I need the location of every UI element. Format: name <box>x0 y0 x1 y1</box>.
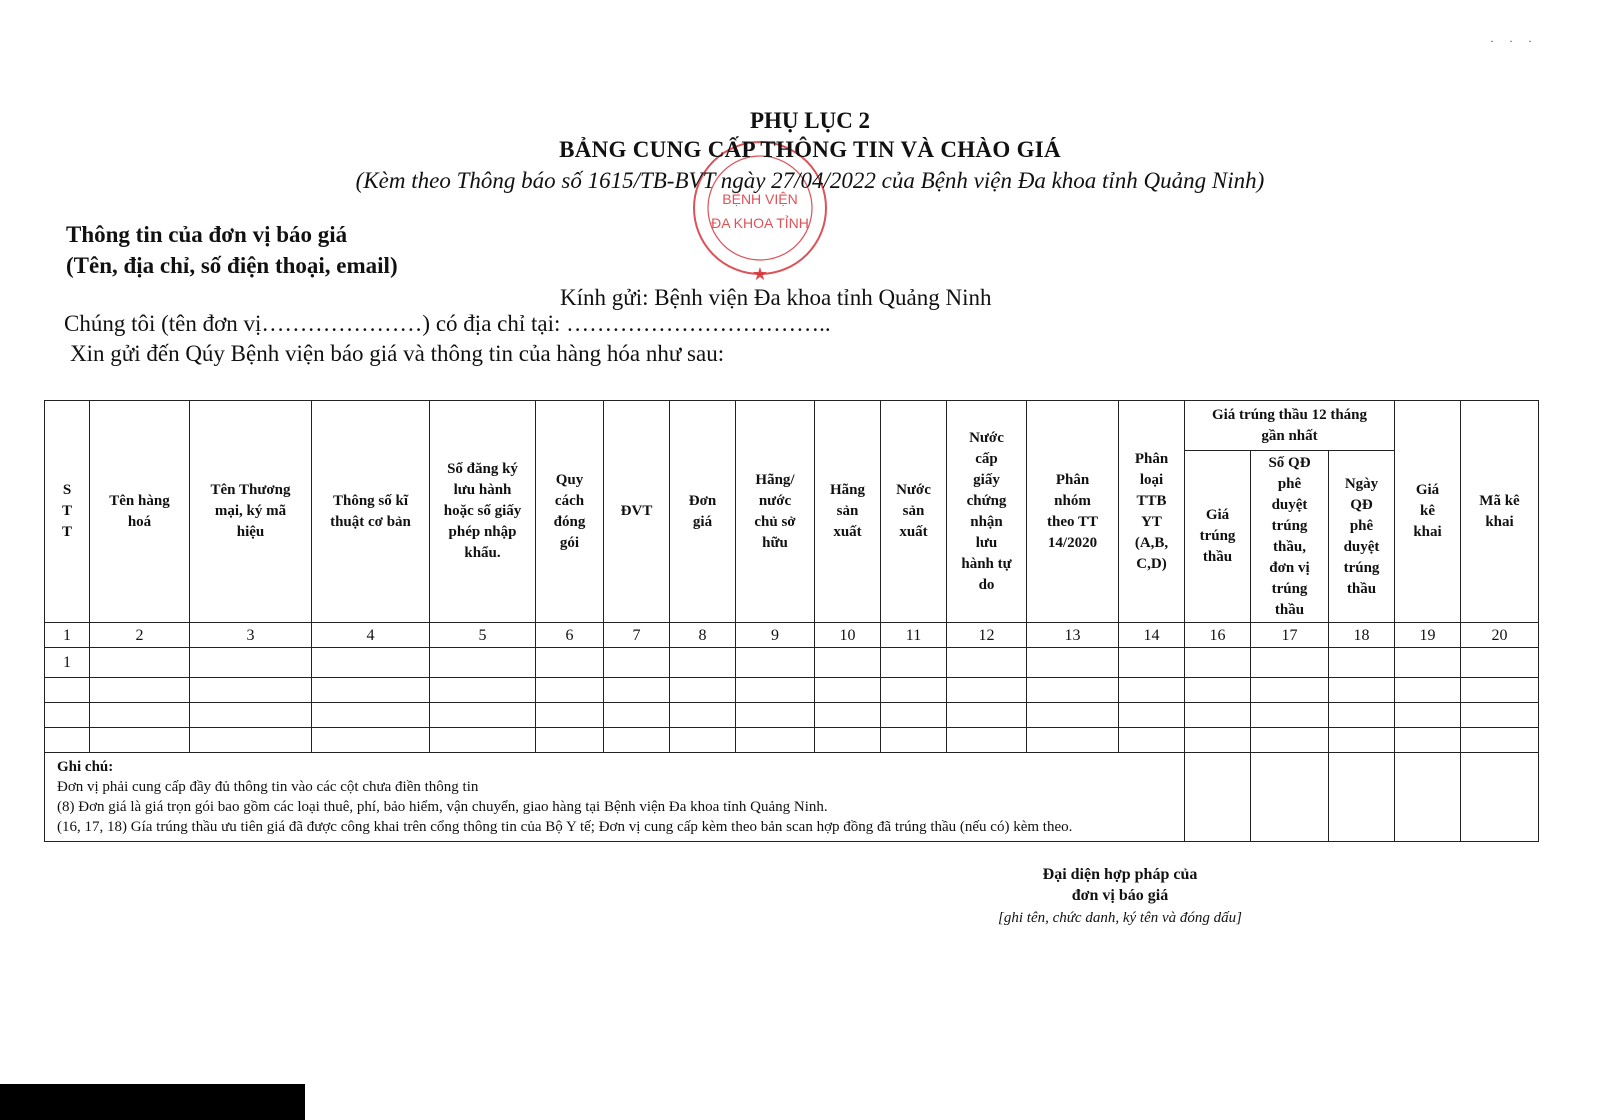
table-cell <box>1461 728 1539 753</box>
quotation-table <box>44 400 1539 842</box>
table-cell <box>1027 703 1119 728</box>
col-header: Giá kê khai <box>1395 401 1461 623</box>
table-cell <box>1461 753 1539 842</box>
col-header: Tên hàng hoá <box>90 401 190 623</box>
table-cell <box>190 648 312 678</box>
col-number: 9 <box>736 623 815 648</box>
table-cell <box>1461 678 1539 703</box>
table-cell <box>815 648 881 678</box>
table-cell <box>670 703 736 728</box>
table-row <box>45 648 1539 678</box>
column-number-row <box>45 623 1539 648</box>
table-cell <box>1185 753 1251 842</box>
col-number: 3 <box>190 623 312 648</box>
document-subtitle: (Kèm theo Thông báo số 1615/TB-BVT ngày 27/04/2022 của Bệnh viện Đa khoa tỉnh Quảng Ninh) <box>355 168 1265 193</box>
table-cell <box>1329 703 1395 728</box>
col-header: Mã kê khai <box>1461 401 1539 623</box>
table-header-row-1 <box>45 401 1539 451</box>
table-row <box>45 703 1539 728</box>
table-cell <box>1329 753 1395 842</box>
subcol-header: Số QĐ phê duyệt trúng thầu, đơn vị trúng thầu <box>1251 451 1329 623</box>
table-cell <box>670 678 736 703</box>
scan-edge-bar <box>0 1084 305 1120</box>
col-header: S T T <box>45 401 90 623</box>
col-number: 17 <box>1251 623 1329 648</box>
col-number: 1 <box>45 623 90 648</box>
sender-info-heading: Thông tin của đơn vị báo giá <box>66 222 348 247</box>
col-header: Quy cách đóng gói <box>536 401 604 623</box>
col-header: Đơn giá <box>670 401 736 623</box>
col-number: 19 <box>1395 623 1461 648</box>
stamp-line-1: BỆNH VIỆN <box>722 191 798 207</box>
table-cell <box>312 703 430 728</box>
table-cell <box>815 728 881 753</box>
col-number: 2 <box>90 623 190 648</box>
col-header: Phân loại TTB YT (A,B, C,D) <box>1119 401 1185 623</box>
table-cell <box>536 678 604 703</box>
table-cell <box>536 728 604 753</box>
note-line: (16, 17, 18) Gía trúng thầu ưu tiên giá đã được công khai trên cổng thông tin của Bộ Y tế; Đơn vị cung cấp kèm theo bản scan hợp đồng đã trúng thầu (nếu có) kèm theo. <box>57 819 1073 835</box>
subcol-header: Ngày QĐ phê duyệt trúng thầu <box>1329 451 1395 623</box>
row-stt <box>45 728 90 753</box>
table-cell <box>1185 648 1251 678</box>
table-cell <box>190 678 312 703</box>
signature-title-line-1: Đại diện hợp pháp của <box>1042 866 1198 883</box>
table-cell <box>1461 648 1539 678</box>
table-cell <box>1119 728 1185 753</box>
col-number: 14 <box>1119 623 1185 648</box>
table-cell <box>604 728 670 753</box>
signature-title-line-2: đơn vị báo giá <box>1071 887 1169 904</box>
col-number: 12 <box>947 623 1027 648</box>
subcol-header: Giá trúng thầu <box>1185 451 1251 623</box>
table-cell <box>736 648 815 678</box>
col-header: ĐVT <box>604 401 670 623</box>
stamp-star-icon: ★ <box>751 264 769 280</box>
table-cell <box>90 678 190 703</box>
table-cell <box>536 703 604 728</box>
table-row <box>45 678 1539 703</box>
table-cell <box>1251 753 1329 842</box>
col-number: 16 <box>1185 623 1251 648</box>
table-cell <box>90 728 190 753</box>
table-cell <box>604 678 670 703</box>
note-line: Đơn vị phải cung cấp đầy đủ thông tin vào các cột chưa điền thông tin <box>57 779 479 795</box>
table-cell <box>881 648 947 678</box>
intro-line-1: Chúng tôi (tên đơn vị…………………) có địa chỉ tại: …………………………….. <box>64 311 831 336</box>
table-cell <box>536 648 604 678</box>
table-cell <box>881 678 947 703</box>
table-cell <box>1027 648 1119 678</box>
table-cell <box>1027 728 1119 753</box>
col-number: 20 <box>1461 623 1539 648</box>
table-cell <box>1329 728 1395 753</box>
table-cell <box>815 703 881 728</box>
table-cell <box>670 648 736 678</box>
table-cell <box>1185 703 1251 728</box>
table-cell <box>670 728 736 753</box>
table-cell <box>1119 678 1185 703</box>
col-number: 6 <box>536 623 604 648</box>
table-cell <box>1119 648 1185 678</box>
table-cell <box>947 648 1027 678</box>
table-cell <box>1185 728 1251 753</box>
col-header: Hãng/ nước chủ sở hữu <box>736 401 815 623</box>
table-cell <box>1251 703 1329 728</box>
table-cell <box>1395 648 1461 678</box>
table-cell <box>947 728 1027 753</box>
table-cell <box>736 728 815 753</box>
col-number: 7 <box>604 623 670 648</box>
table-cell <box>190 703 312 728</box>
signature-instruction: [ghi tên, chức danh, ký tên và đóng dấu] <box>998 910 1242 926</box>
col-number: 5 <box>430 623 536 648</box>
table-cell <box>947 678 1027 703</box>
col-number: 11 <box>881 623 947 648</box>
col-header: Thông số kĩ thuật cơ bản <box>312 401 430 623</box>
row-stt <box>45 678 90 703</box>
col-header: Hãng sản xuất <box>815 401 881 623</box>
table-cell <box>90 648 190 678</box>
table-cell <box>1251 648 1329 678</box>
col-header: Phân nhóm theo TT 14/2020 <box>1027 401 1119 623</box>
table-cell <box>1119 703 1185 728</box>
table-cell <box>190 728 312 753</box>
row-stt: 1 <box>45 648 90 678</box>
table-cell <box>1185 678 1251 703</box>
table-cell <box>1329 648 1395 678</box>
sender-info-subheading: (Tên, địa chỉ, số điện thoại, email) <box>66 253 398 278</box>
document-title: PHỤ LỤC 2 <box>749 108 871 133</box>
table-cell <box>1395 728 1461 753</box>
table-cell <box>736 703 815 728</box>
stamp-line-2: ĐA KHOA TỈNH <box>711 215 809 231</box>
table-cell <box>1461 703 1539 728</box>
notes-row <box>45 753 1539 842</box>
document-heading: BẢNG CUNG CẤP THÔNG TIN VÀ CHÀO GIÁ <box>559 137 1061 162</box>
table-cell <box>312 648 430 678</box>
table-cell <box>1395 678 1461 703</box>
table-cell <box>430 703 536 728</box>
col-header: Tên Thương mại, ký mã hiệu <box>190 401 312 623</box>
greeting-line: Kính gửi: Bệnh viện Đa khoa tỉnh Quảng Ninh <box>560 285 992 310</box>
col-number: 13 <box>1027 623 1119 648</box>
col-header: Số đăng ký lưu hành hoặc số giấy phép nhập khẩu. <box>430 401 536 623</box>
intro-line-2: Xin gửi đến Qúy Bệnh viện báo giá và thông tin của hàng hóa như sau: <box>70 341 725 366</box>
table-cell <box>736 678 815 703</box>
table-cell <box>881 703 947 728</box>
table-cell <box>90 703 190 728</box>
table-row <box>45 728 1539 753</box>
table-cell <box>604 648 670 678</box>
table-cell <box>312 728 430 753</box>
col-number: 4 <box>312 623 430 648</box>
table-cell <box>430 728 536 753</box>
col-number: 8 <box>670 623 736 648</box>
table-cell <box>1251 678 1329 703</box>
note-line: (8) Đơn giá là giá trọn gói bao gồm các loại thuê, phí, bảo hiểm, vận chuyển, giao hàng tại Bệnh viện Đa khoa tỉnh Quảng Ninh. <box>57 799 828 815</box>
col-header: Nước cấp giấy chứng nhận lưu hành tự do <box>947 401 1027 623</box>
col-number: 18 <box>1329 623 1395 648</box>
table-cell <box>604 703 670 728</box>
quotation-table-wrapper <box>44 400 1539 842</box>
table-cell <box>430 678 536 703</box>
table-cell <box>312 678 430 703</box>
table-cell <box>947 703 1027 728</box>
table-cell <box>815 678 881 703</box>
table-cell <box>430 648 536 678</box>
table-cell <box>1329 678 1395 703</box>
notes-heading: Ghi chú: <box>57 759 114 775</box>
table-cell <box>1027 678 1119 703</box>
table-cell <box>1395 753 1461 842</box>
col-header-group: Giá trúng thầu 12 tháng gần nhất <box>1185 401 1395 451</box>
table-cell <box>1251 728 1329 753</box>
scan-artifact: · · · <box>1490 34 1538 48</box>
table-cell <box>881 728 947 753</box>
notes-cell <box>45 753 1185 842</box>
row-stt <box>45 703 90 728</box>
table-cell <box>1395 703 1461 728</box>
col-number: 10 <box>815 623 881 648</box>
col-header: Nước sản xuất <box>881 401 947 623</box>
